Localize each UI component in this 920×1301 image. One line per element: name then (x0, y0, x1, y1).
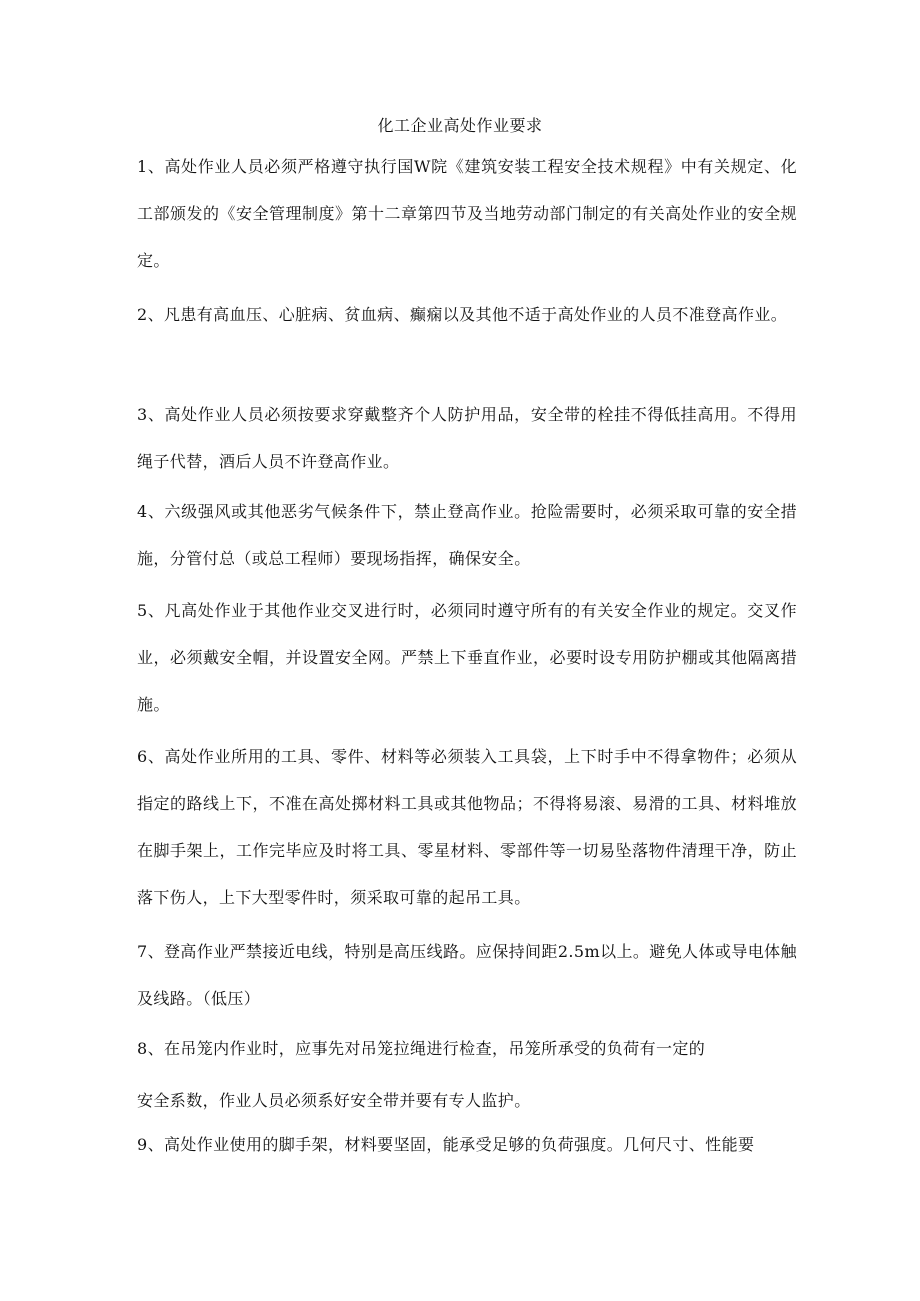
paragraph-7: 7、登高作业严禁接近电线，特别是高压线路。应保持间距2.5m以上。避免人体或导电体触及线路。（低压） (137, 942, 797, 1008)
paragraph-3: 3、高处作业人员必须按要求穿戴整齐个人防护用品，安全带的栓挂不得低挂高用。不得用绳子代替，酒后人员不许登高作业。 (137, 405, 797, 471)
paragraph-2: 2、凡患有高血压、心脏病、贫血病、癫痫以及其他不适于高处作业的人员不准登高作业。 (137, 305, 788, 324)
paragraph-6: 6、高处作业所用的工具、零件、材料等必须装入工具袋，上下时手中不得拿物件；必须从指定的路线上下，不准在高处掷材料工具或其他物品；不得将易滚、易滑的工具、材料堆放在脚手架上，工作完毕应及时将工具、零星材料、零部件等一切易坠落物件清理干净，防止落下伤人，上下大型零件时，须采取可靠的起吊工具。 (137, 747, 797, 907)
paragraph-9: 9、高处作业使用的脚手架，材料要坚固，能承受足够的负荷强度。几何尺寸、性能要 (137, 1135, 755, 1154)
document-title: 化工企业高处作业要求 (377, 116, 543, 135)
paragraph-8-line-1: 8、在吊笼内作业时，应事先对吊笼拉绳进行检查，吊笼所承受的负荷有一定的 (137, 1039, 706, 1058)
paragraph-8-line-2: 安全系数，作业人员必须系好安全带并要有专人监护。 (137, 1091, 531, 1110)
paragraph-1: 1、高处作业人员必须严格遵守执行国W院《建筑安装工程安全技术规程》中有关规定、化工部颁发的《安全管理制度》第十二章第四节及当地劳动部门制定的有关高处作业的安全规定。 (137, 157, 797, 270)
paragraph-5: 5、凡高处作业于其他作业交叉进行时，必须同时遵守所有的有关安全作业的规定。交叉作业，必须戴安全帽，并设置安全网。严禁上下垂直作业，必要时设专用防护棚或其他隔离措施。 (137, 601, 797, 714)
paragraph-4: 4、六级强风或其他恶劣气候条件下，禁止登高作业。抢险需要时，必须采取可靠的安全措施，分管付总（或总工程师）要现场指挥，确保安全。 (137, 502, 797, 568)
